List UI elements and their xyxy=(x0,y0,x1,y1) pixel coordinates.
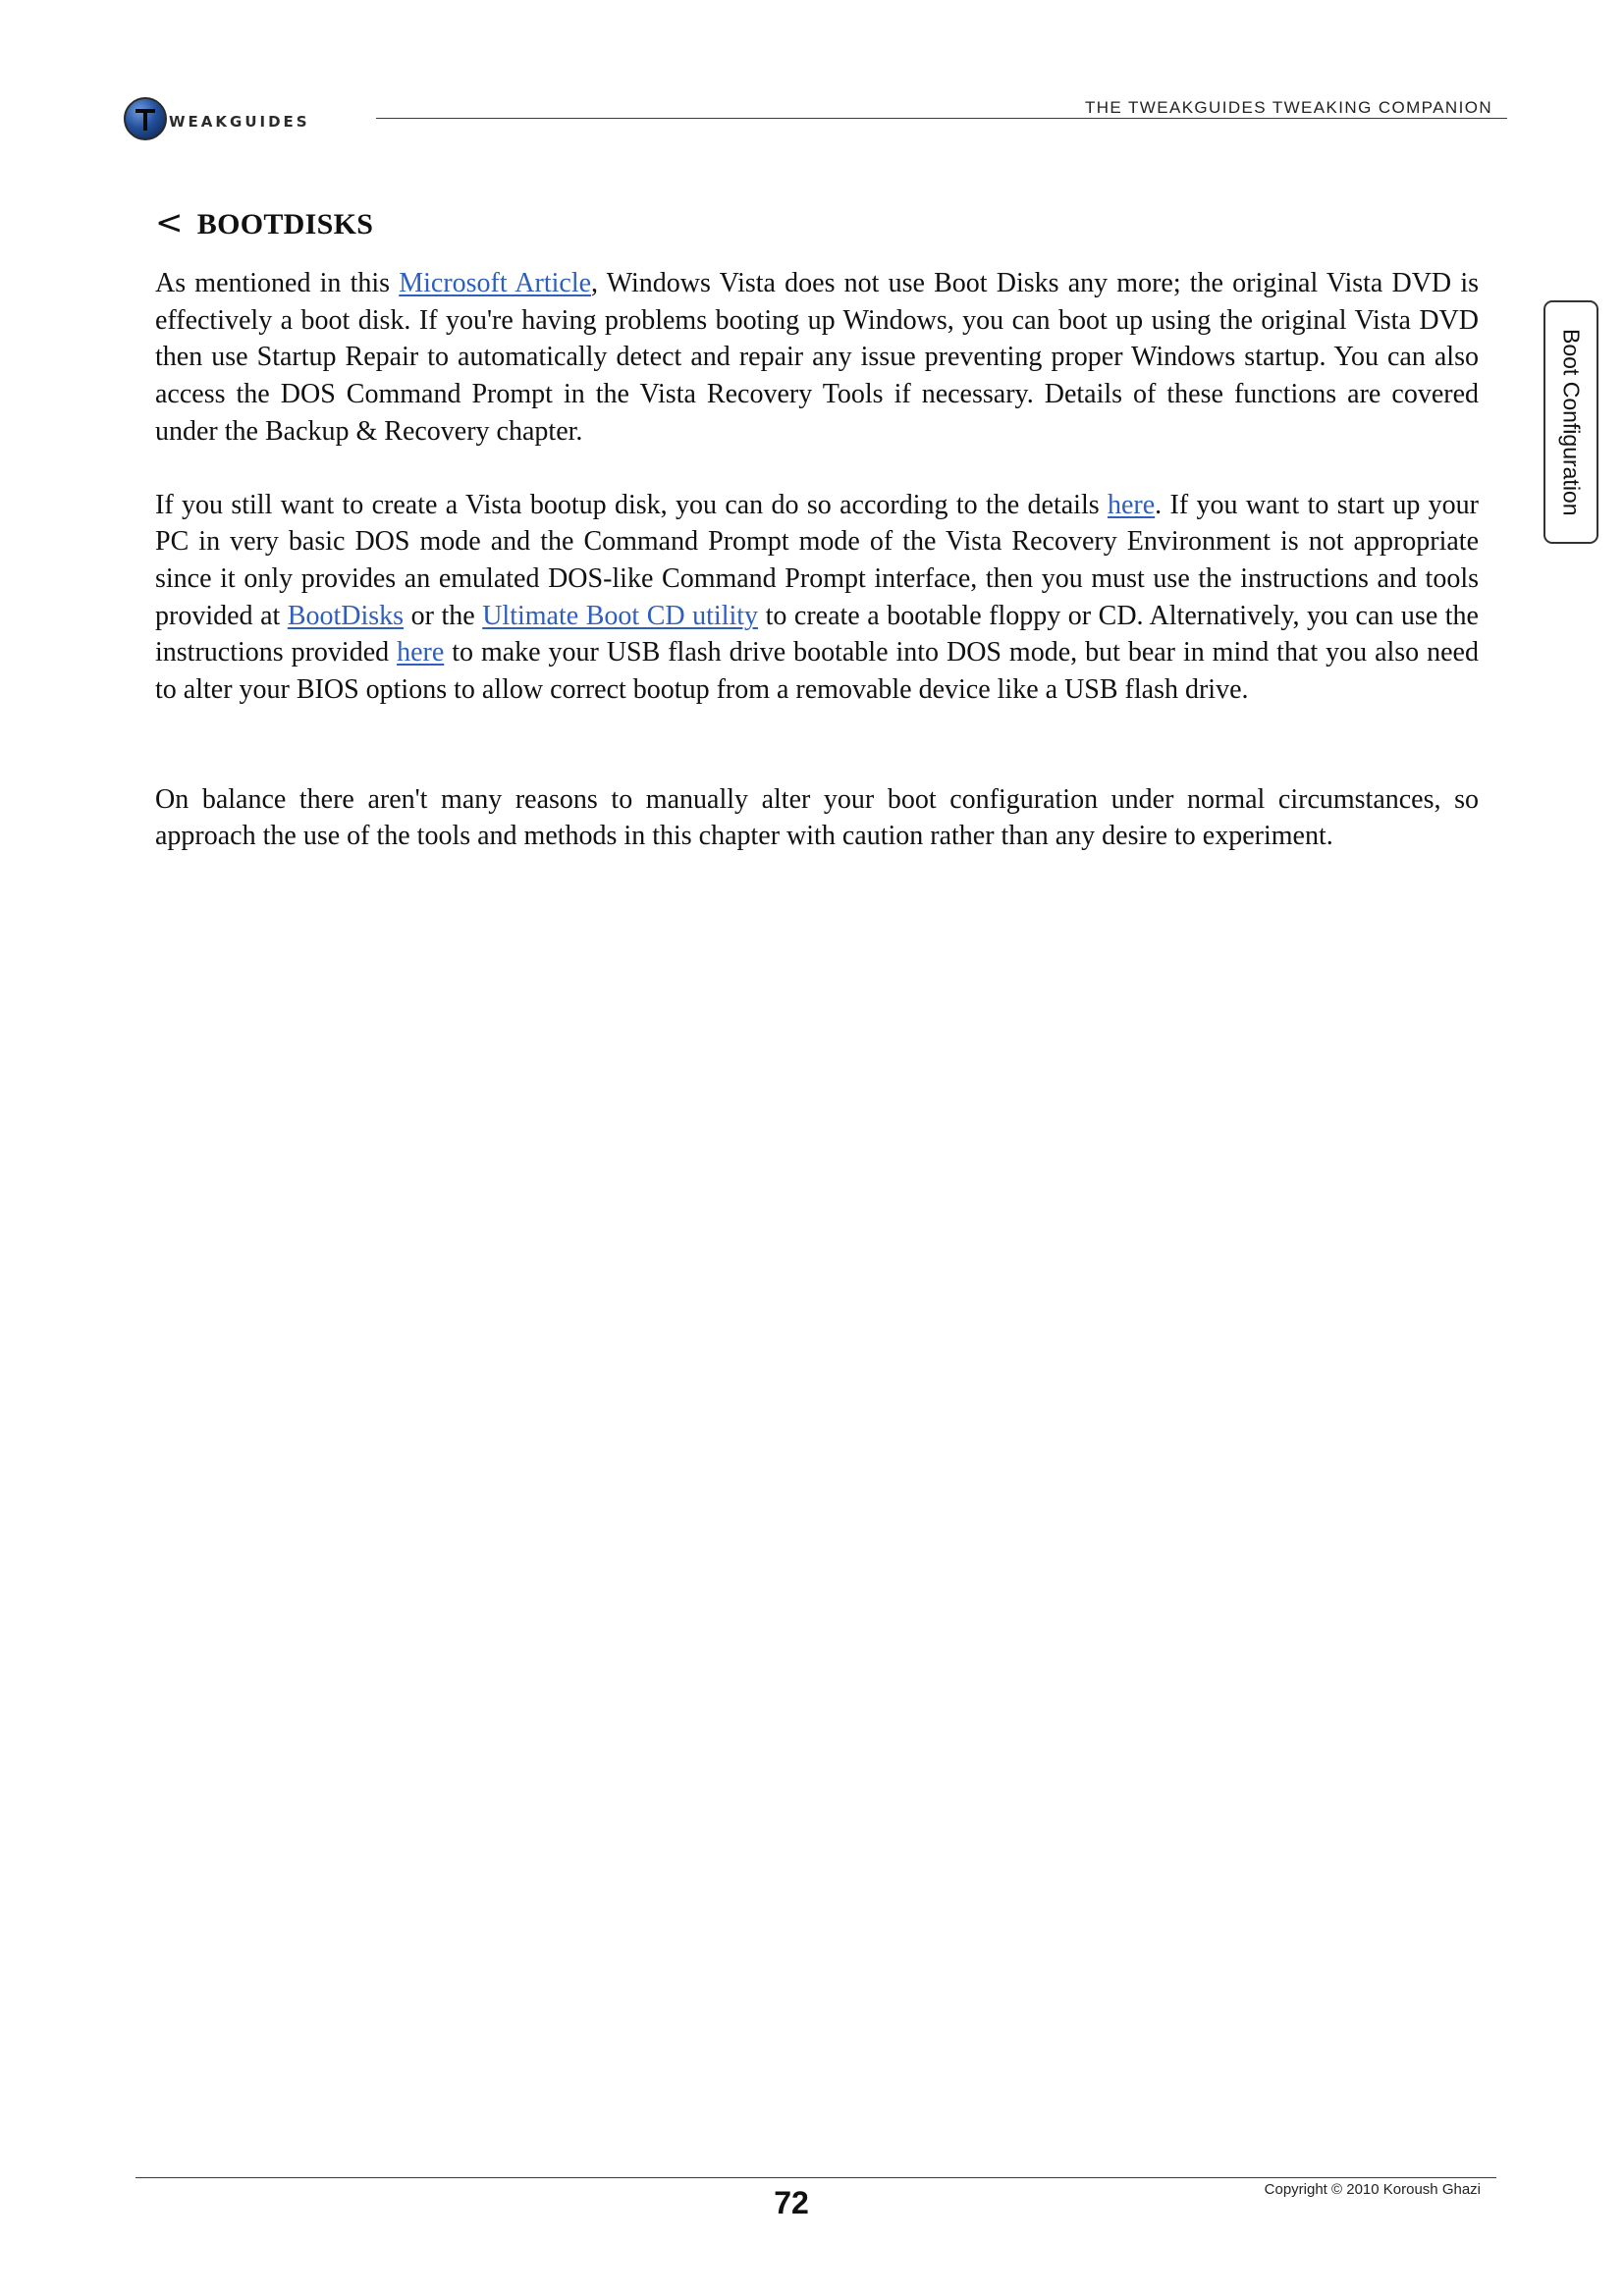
logo-wordmark: WEAKGUIDES xyxy=(169,113,310,131)
section-heading xyxy=(155,203,374,242)
paragraph-3 xyxy=(155,781,1479,855)
vista-bootup-disk-here-link[interactable]: here xyxy=(1107,489,1156,520)
footer-divider xyxy=(135,2177,1496,2178)
page-number: 72 xyxy=(774,2185,809,2220)
tweakguides-logo xyxy=(124,94,310,143)
chapter-side-tab xyxy=(1543,300,1598,544)
ultimate-boot-cd-link[interactable]: Ultimate Boot CD utility xyxy=(482,600,759,631)
paragraph-text: . If you want to start up your PC in very basic DOS mode and the Command Prompt mode of the Vista Recovery Environment is not appropriate since it only provides an emulated DOS-like Command Prompt interface, then you must use the instructions and tools provided at xyxy=(155,489,1480,631)
paragraph-text: If you still want to create a Vista bootup disk, you can do so according to the details xyxy=(155,489,1108,520)
paragraph-text: On balance there aren't many reasons to manually alter your boot configuration under normal circumstances, so approach the use of the tools and methods in this chapter with caution rather than any desire to experiment. xyxy=(155,783,1479,852)
header-title: THE TWEAKGUIDES TWEAKING COMPANION xyxy=(1084,98,1492,117)
paragraph-text: to make your USB flash drive bootable into DOS mode, but bear in mind that you also need to alter your BIOS options to allow correct bootup from a removable device like a USB flash drive. xyxy=(155,637,1479,706)
usb-flash-here-link[interactable]: here xyxy=(397,637,445,668)
paragraph-text: , Windows Vista does not use Boot Disks any more; the original Vista DVD is effectively a boot disk. If you're having problems booting up Windows, you can boot up using the original Vista DVD then use Startup Repair to automatically detect and repair any issue preventing proper Windows startup. You can also access the DOS Command Prompt in the Vista Recovery Tools if necessary. Details of these functions are covered under the Backup & Recovery chapter. xyxy=(155,268,1480,447)
paragraph-text: As mentioned in this xyxy=(155,268,400,298)
bootdisks-link[interactable]: BootDisks xyxy=(287,600,405,631)
paragraph-2 xyxy=(155,487,1479,709)
header-divider xyxy=(376,118,1507,119)
microsoft-article-link[interactable]: Microsoft Article xyxy=(399,268,592,298)
chapter-side-tab-label: Boot Configuration xyxy=(1558,328,1585,516)
chevron-left-icon: < xyxy=(155,203,184,242)
document-body xyxy=(155,265,1479,855)
paragraph-text: to create a bootable floppy or CD. Alternatively, you can use the instructions provided xyxy=(155,600,1479,668)
paragraph-1 xyxy=(155,265,1479,451)
tweakguides-logo-icon xyxy=(124,97,167,140)
paragraph-text: or the xyxy=(404,600,483,631)
section-title: BOOTDISKS xyxy=(196,208,374,240)
copyright-notice: Copyright © 2010 Koroush Ghazi xyxy=(1264,2181,1481,2198)
